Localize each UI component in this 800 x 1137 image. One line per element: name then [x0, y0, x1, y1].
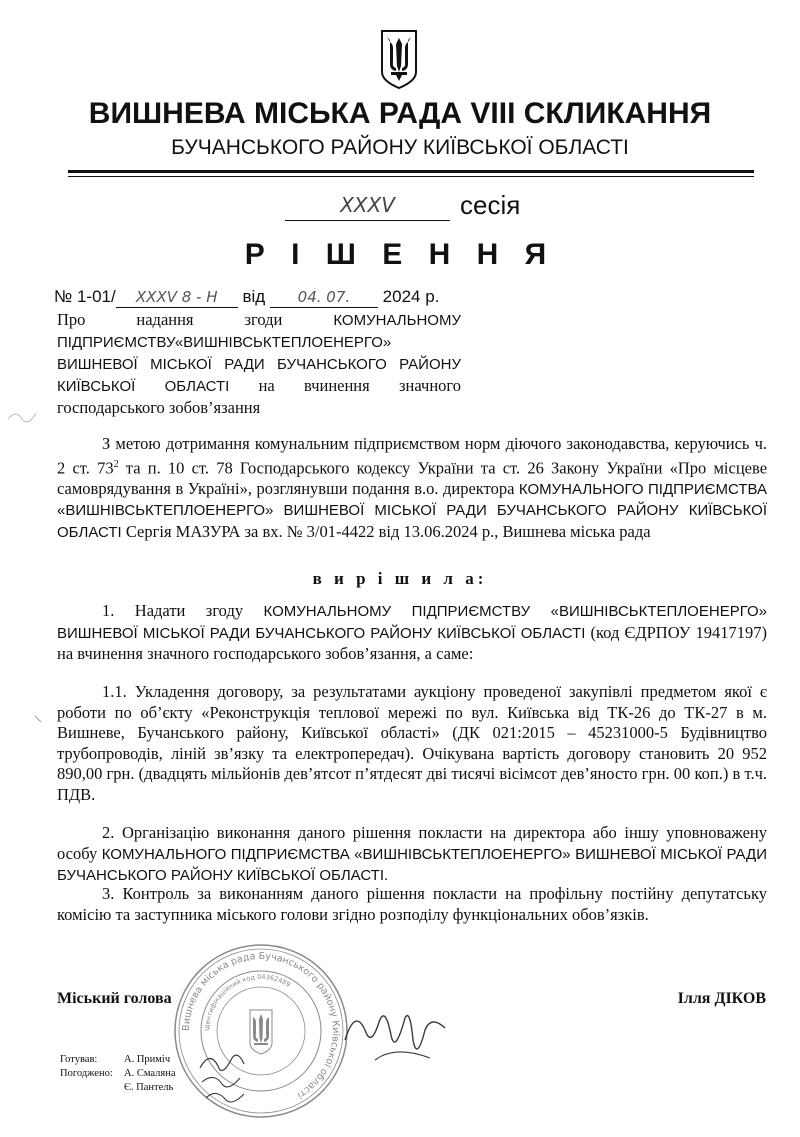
decision-number-line — [54, 287, 439, 308]
header-divider-thick — [68, 170, 754, 173]
session-label: сесія — [460, 190, 521, 220]
margin-mark-icon — [6, 405, 42, 429]
preamble-superscript: 2 — [113, 458, 119, 470]
subject-lead: Про надання згоди — [57, 310, 283, 329]
preamble-part1: З метою дотримання комунальним підприємством норм діючого законодавства, керуючись ч. 2 ст. 73 — [57, 434, 767, 477]
council-district: БУЧАНСЬКОГО РАЙОНУ КИЇВСЬКОЇ ОБЛАСТІ — [171, 136, 629, 159]
approval-row — [60, 1053, 176, 1067]
mayor-signature-icon — [335, 1000, 455, 1070]
preamble-enterprise: КОМУНАЛЬНОГО ПІДПРИЄМСТВА «ВИШНІВСЬКТЕПЛОЕНЕРГО» ВИШНЕВОЇ МІСЬКОЇ РАДИ БУЧАНСЬКОГО РАЙОНУ КИЇВСЬКОЇ ОБЛАСТІ — [57, 480, 767, 541]
item-2 — [57, 823, 767, 887]
council-name: ВИШНЕВА МІСЬКА РАДА VIII СКЛИКАННЯ — [88, 97, 712, 130]
document-type-title: Р І Ш Е Н Н Я — [244, 238, 556, 271]
decision-subject — [57, 309, 461, 418]
approval-row — [60, 1081, 176, 1095]
decision-number-handwritten: XXXV 8 - Н — [116, 288, 238, 308]
item-2-lead: 2. Організацію виконання даного рішення покласти на директора або іншу уповноважену особу — [57, 823, 767, 863]
stamp-code: Ідентифікаційний код 04362489 — [202, 972, 292, 1032]
signatory-name: Ілля ДІКОВ — [677, 990, 766, 1007]
session-line — [285, 190, 520, 221]
resolved-label: в и р і ш и л а: — [312, 569, 488, 588]
approval-name: А. Смаляна — [124, 1068, 176, 1079]
item-2-enterprise: КОМУНАЛЬНОГО ПІДПРИЄМСТВА «ВИШНІВСЬКТЕПЛОЕНЕРГО» ВИШНЕВОЇ МІСЬКОЇ РАДИ БУЧАНСЬКОГО РАЙОНУ КИЇВСЬКОЇ ОБЛАСТІ. — [57, 845, 767, 884]
approval-name: А. Приміч — [124, 1054, 171, 1065]
item-1-1: 1.1. Укладення договору, за результатами аукціону проведеної закупівлі предметом якої є роботи по об’єкту «Реконструкція теплової мережі по вул. Київська від ТК-26 до ТК-27 в м. Вишневе, Бучанського району, Київської області» (ДК 021:2015 – 45231000-5 Будівництво трубопроводів, ліній зв’язку та електропередач). Очікувана вартість договору становить 20 952 890,00 грн. (двадцять мільйонів дев’ятсот п’ятдесят дві тисячі вісімсот дев’яносто грн. 00 коп.) в т.ч. ПДВ. — [57, 682, 767, 804]
subject-tail: на вчинення значного господарського зобов’язання — [57, 376, 462, 417]
item-1-lead: 1. Надати згоду — [102, 601, 264, 620]
approval-label: Погоджено: — [60, 1068, 113, 1079]
signatory-position: Міський голова — [57, 990, 172, 1007]
trident-emblem-icon — [379, 28, 419, 90]
item-1-tail: (код ЄДРПОУ 19417197) на вчинення значного господарського зобов’язання, а саме: — [57, 622, 767, 663]
item-1 — [57, 601, 767, 665]
margin-tick-icon — [33, 714, 43, 724]
decision-date-handwritten: 04. 07. — [270, 288, 378, 308]
stamp-text: Вишнева міська рада Бучанського району Київської області — [180, 950, 342, 1101]
approval-name: Є. Пантель — [124, 1082, 174, 1093]
header-divider-thin — [68, 176, 754, 177]
subject-enterprise: КОМУНАЛЬНОМУ ПІДПРИЄМСТВУ«ВИШНІВСЬКТЕПЛОЕНЕРГО» ВИШНЕВОЇ МІСЬКОЇ РАДИ БУЧАНСЬКОГО РАЙОНУ КИЇВСЬКОЇ ОБЛАСТІ — [57, 312, 461, 395]
approval-row — [60, 1067, 176, 1081]
decision-date-prefix: від — [242, 287, 266, 306]
approvals-block — [60, 1053, 176, 1095]
preamble-paragraph — [57, 434, 767, 543]
svg-text:Ідентифікаційний код 04362489 — [203, 973, 292, 1031]
decision-number-prefix: № 1-01/ — [54, 287, 116, 306]
item-1-enterprise: КОМУНАЛЬНОМУ ПІДПРИЄМСТВУ «ВИШНІВСЬКТЕПЛОЕНЕРГО» ВИШНЕВОЇ МІСЬКОЇ РАДИ БУЧАНСЬКОГО РАЙОНУ КИЇВСЬКОЇ ОБЛАСТІ — [57, 603, 767, 642]
session-number-handwritten: XXXV — [285, 190, 450, 221]
preamble-part2: та п. 10 ст. 78 Господарського кодексу України та ст. 26 Закону України «Про місцеве самоврядування в Україні», розглянувши подання в.о. директора — [57, 458, 768, 498]
preamble-part3: Сергія МАЗУРА за вх. № 3/01-4422 від 13.06.2024 р., Вишнева міська рада — [121, 521, 651, 541]
approval-label: Готував: — [60, 1054, 98, 1065]
item-3: 3. Контроль за виконанням даного рішення покласти на профільну постійну депутатську комісію та заступника міського голови згідно розподілу функціональних обов’язків. — [57, 884, 767, 924]
approval-initials-icon — [192, 1048, 262, 1108]
decision-year: 2024 р. — [382, 287, 440, 306]
